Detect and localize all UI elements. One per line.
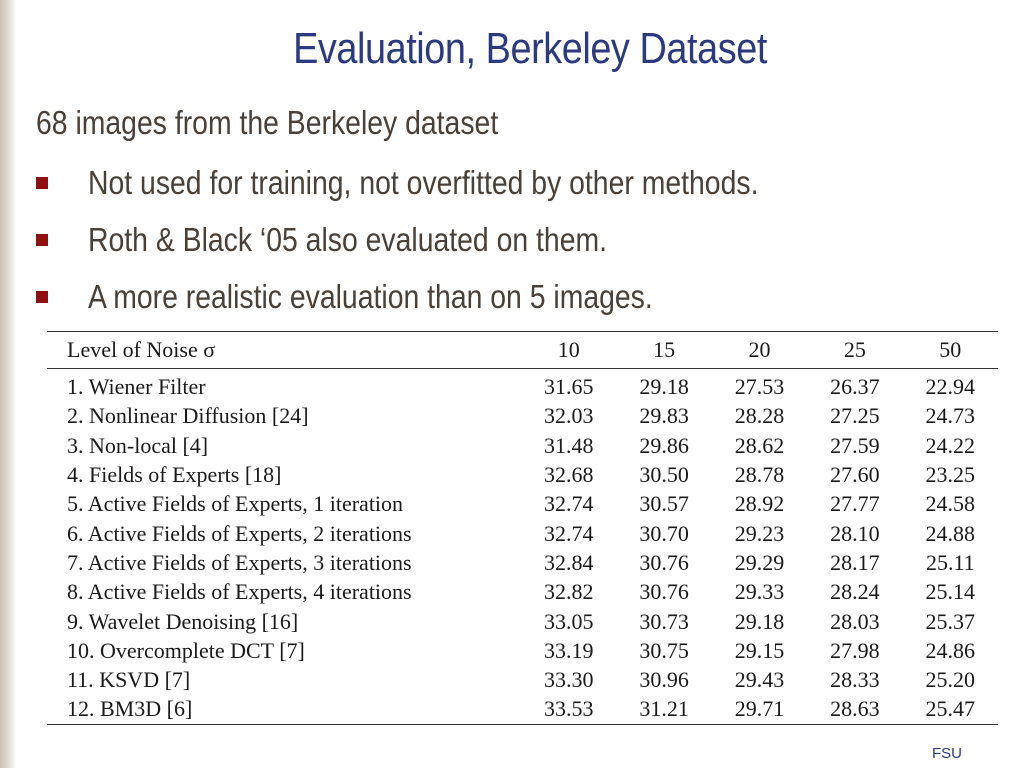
- bullet-text: Not used for training, not overfitted by other methods.: [88, 164, 759, 201]
- row-value: 30.70: [639, 520, 689, 546]
- row-value: 27.77: [830, 491, 880, 517]
- bullet-item: [36, 161, 868, 218]
- bullet-item: [36, 275, 868, 332]
- row-value: 25.20: [925, 667, 976, 693]
- table-row: [47, 460, 998, 489]
- table-row: [47, 518, 998, 547]
- header-noise-level: 50: [939, 337, 962, 362]
- row-value: 26.37: [830, 374, 880, 400]
- bullet-item: [36, 218, 868, 275]
- row-value: 25.11: [925, 549, 975, 575]
- row-value: 31.65: [544, 374, 594, 400]
- table-row: [47, 606, 998, 635]
- row-value: 25.37: [925, 608, 976, 634]
- results-table: [47, 331, 998, 725]
- row-label: 5. Active Fields of Experts, 1 iteration: [67, 491, 404, 517]
- row-value: 28.33: [830, 667, 880, 693]
- row-value: 23.25: [925, 462, 976, 488]
- row-value: 32.82: [544, 579, 594, 605]
- row-value: 30.75: [639, 637, 689, 663]
- row-value: 25.14: [925, 579, 976, 605]
- row-value: 25.47: [925, 696, 976, 722]
- left-decorative-bar: [0, 0, 16, 768]
- row-value: 24.58: [925, 491, 976, 517]
- row-value: 27.98: [830, 637, 880, 663]
- row-value: 28.28: [734, 403, 785, 429]
- row-value: 28.10: [830, 520, 880, 546]
- row-value: 27.60: [830, 462, 880, 488]
- row-label: 4. Fields of Experts [18]: [67, 462, 282, 488]
- row-value: 29.23: [734, 520, 785, 546]
- row-value: 28.17: [830, 549, 880, 575]
- row-label: 7. Active Fields of Experts, 3 iterations: [67, 549, 412, 575]
- table-row: [47, 548, 998, 577]
- row-value: 27.25: [830, 403, 880, 429]
- square-bullet-icon: [36, 177, 48, 189]
- header-label: Level of Noise σ: [67, 337, 216, 362]
- row-value: 29.15: [734, 637, 785, 663]
- row-value: 29.29: [734, 549, 785, 575]
- row-value: 32.03: [544, 403, 594, 429]
- row-label: 12. BM3D [6]: [67, 696, 193, 722]
- row-label: 3. Non-local [4]: [67, 432, 209, 458]
- row-label: 11. KSVD [7]: [67, 667, 191, 693]
- table-row: [47, 431, 998, 460]
- row-label: 10. Overcomplete DCT [7]: [67, 637, 305, 663]
- row-value: 33.30: [544, 667, 594, 693]
- row-value: 28.03: [830, 608, 880, 634]
- footer-logo-text: FSU: [932, 745, 962, 762]
- row-value: 33.53: [544, 696, 594, 722]
- header-noise-level: 15: [653, 337, 676, 362]
- row-value: 32.74: [544, 520, 594, 546]
- header-noise-level: 10: [557, 337, 580, 362]
- row-value: 33.05: [544, 608, 594, 634]
- row-value: 22.94: [925, 374, 976, 400]
- row-value: 30.57: [639, 491, 689, 517]
- table-row: [47, 401, 998, 430]
- row-value: 30.96: [639, 667, 689, 693]
- row-value: 29.33: [734, 579, 785, 605]
- row-label: 9. Wavelet Denoising [16]: [67, 608, 299, 634]
- table-body: [47, 369, 998, 725]
- row-value: 29.83: [639, 403, 689, 429]
- table-row: [47, 636, 998, 665]
- row-value: 29.86: [639, 432, 689, 458]
- row-label: 2. Nonlinear Diffusion [24]: [67, 403, 309, 429]
- square-bullet-icon: [36, 291, 48, 303]
- row-value: 32.68: [544, 462, 594, 488]
- table-row: [47, 694, 998, 724]
- bullet-text: Roth & Black ‘05 also evaluated on them.: [88, 221, 608, 258]
- row-value: 30.73: [639, 608, 689, 634]
- row-value: 28.24: [830, 579, 880, 605]
- row-label: 1. Wiener Filter: [67, 374, 206, 400]
- row-value: 30.76: [639, 549, 689, 575]
- row-value: 28.63: [830, 696, 880, 722]
- row-value: 28.78: [734, 462, 785, 488]
- row-value: 29.71: [734, 696, 785, 722]
- table-header-row: [47, 332, 998, 369]
- header-noise-level: 20: [748, 337, 771, 362]
- table-row: [47, 577, 998, 606]
- row-value: 29.18: [734, 608, 785, 634]
- row-value: 31.21: [639, 696, 689, 722]
- table-row: [47, 665, 998, 694]
- row-label: 8. Active Fields of Experts, 4 iterations: [67, 579, 412, 605]
- row-value: 28.62: [734, 432, 785, 458]
- row-value: 27.59: [830, 432, 880, 458]
- table-row: [47, 489, 998, 518]
- row-value: 33.19: [544, 637, 594, 663]
- row-value: 32.84: [544, 549, 594, 575]
- row-value: 29.43: [734, 667, 785, 693]
- row-label: 6. Active Fields of Experts, 2 iterations: [67, 520, 412, 546]
- row-value: 29.18: [639, 374, 689, 400]
- header-noise-level: 25: [843, 337, 866, 362]
- table-row: [47, 369, 998, 402]
- intro-text: 68 images from the Berkeley dataset: [36, 104, 499, 141]
- row-value: 28.92: [734, 491, 785, 517]
- square-bullet-icon: [36, 234, 48, 246]
- bullet-text: A more realistic evaluation than on 5 images.: [88, 278, 653, 315]
- row-value: 32.74: [544, 491, 594, 517]
- row-value: 24.73: [925, 403, 976, 429]
- row-value: 24.22: [925, 432, 976, 458]
- row-value: 24.86: [925, 637, 976, 663]
- row-value: 31.48: [544, 432, 594, 458]
- row-value: 24.88: [925, 520, 976, 546]
- row-value: 30.50: [639, 462, 689, 488]
- bullet-list: [36, 161, 868, 332]
- slide-title: Evaluation, Berkeley Dataset: [293, 24, 767, 73]
- row-value: 27.53: [734, 374, 785, 400]
- row-value: 30.76: [639, 579, 689, 605]
- results-table-container: [47, 331, 998, 725]
